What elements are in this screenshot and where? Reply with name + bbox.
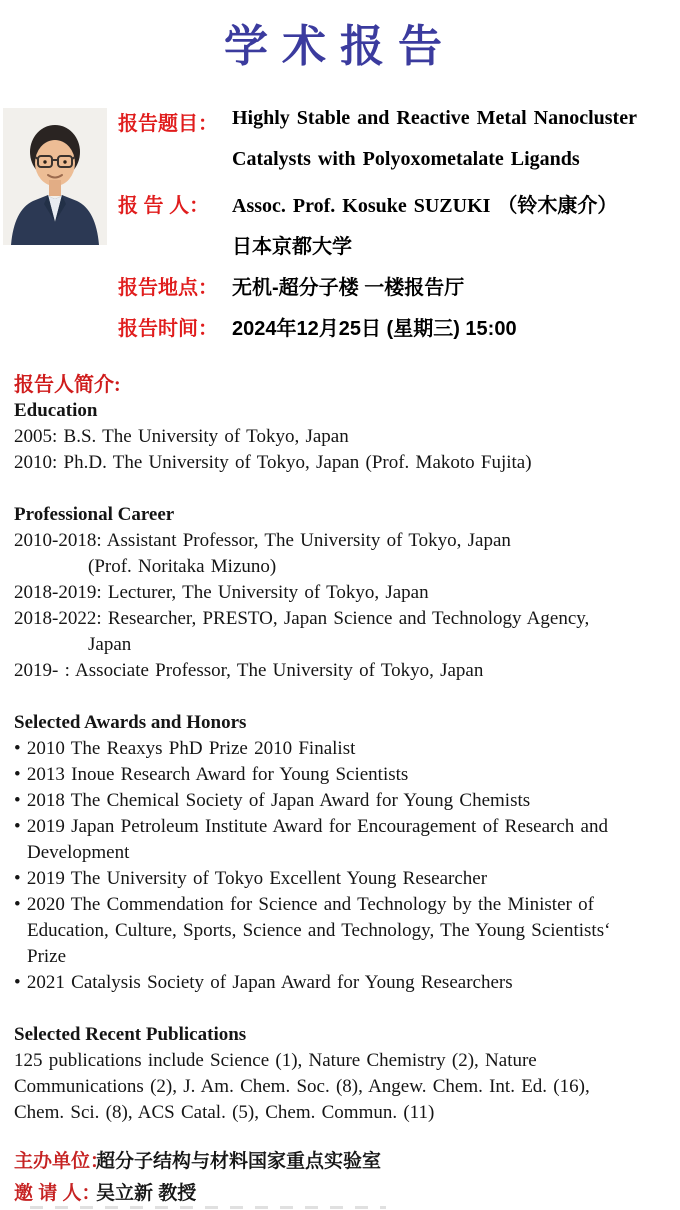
award-item-cont: Education, Culture, Sports, Science and Technology, The Young Scientists‘ bbox=[27, 920, 611, 941]
publications-line: Communications (2), J. Am. Chem. Soc. (8), Angew. Chem. Int. Ed. (16), bbox=[14, 1076, 590, 1097]
time-label: 报告时间： bbox=[118, 318, 218, 340]
publications-line: Chem. Sci. (8), ACS Catal. (5), Chem. Commun. (11) bbox=[14, 1102, 435, 1123]
venue-label: 报告地点： bbox=[118, 277, 218, 299]
career-line: 2018-2022: Researcher, PRESTO, Japan Science and Technology Agency, bbox=[14, 608, 590, 629]
talk-title-label: 报告题目： bbox=[118, 113, 218, 135]
award-item: • 2021 Catalysis Society of Japan Award for Young Researchers bbox=[14, 972, 513, 993]
career-line: 2019- : Associate Professor, The University of Tokyo, Japan bbox=[14, 660, 484, 681]
host-row bbox=[14, 1146, 666, 1178]
bio-heading: 报告人简介: bbox=[14, 374, 121, 396]
award-item: • 2010 The Reaxys PhD Prize 2010 Finalist bbox=[14, 738, 356, 759]
speaker-photo bbox=[3, 108, 107, 245]
award-item: • 2019 Japan Petroleum Institute Award for Encouragement of Research and bbox=[14, 816, 608, 837]
field-time bbox=[118, 312, 680, 353]
awards-heading: Selected Awards and Honors bbox=[14, 712, 247, 733]
venue-value: 无机-超分子楼 一楼报告厅 bbox=[232, 277, 465, 299]
field-talk-title-cont bbox=[118, 148, 680, 189]
publications-heading: Selected Recent Publications bbox=[14, 1024, 247, 1045]
field-speaker bbox=[118, 189, 680, 230]
field-affiliation bbox=[118, 230, 680, 271]
education-line: 2010: Ph.D. The University of Tokyo, Japan (Prof. Makoto Fujita) bbox=[14, 452, 532, 473]
host-label: 主办单位： bbox=[14, 1151, 110, 1172]
speaker-name: Assoc. Prof. Kosuke SUZUKI （铃木康介） bbox=[232, 195, 618, 217]
inviter-value: 吴立新 教授 bbox=[96, 1183, 197, 1204]
speaker-affiliation: 日本京都大学 bbox=[232, 236, 352, 258]
speaker-portrait-illustration bbox=[3, 108, 107, 245]
spacer bbox=[14, 684, 670, 710]
spacer bbox=[14, 476, 670, 502]
award-item: • 2019 The University of Tokyo Excellent Young Researcher bbox=[14, 868, 488, 889]
seminar-info bbox=[118, 107, 680, 353]
career-line: Japan bbox=[88, 634, 132, 655]
talk-title-line-1: Highly Stable and Reactive Metal Nanocluster bbox=[232, 107, 637, 129]
award-item: • 2018 The Chemical Society of Japan Award for Young Chemists bbox=[14, 790, 531, 811]
inviter-label: 邀 请 人： bbox=[14, 1183, 101, 1204]
award-item: • 2013 Inoue Research Award for Young Scientists bbox=[14, 764, 409, 785]
career-line: (Prof. Noritaka Mizuno) bbox=[88, 556, 277, 577]
bio-section bbox=[14, 372, 670, 1126]
education-heading: Education bbox=[14, 400, 98, 421]
host-value: 超分子结构与材料国家重点实验室 bbox=[96, 1151, 382, 1172]
career-heading: Professional Career bbox=[14, 504, 175, 525]
spacer bbox=[14, 996, 670, 1022]
cropped-line-sliver bbox=[30, 1206, 386, 1209]
speaker-label: 报 告 人： bbox=[118, 195, 210, 217]
time-value: 2024年12月25日 (星期三) 15:00 bbox=[232, 318, 517, 340]
award-item-cont: Development bbox=[27, 842, 130, 863]
award-item-cont: Prize bbox=[27, 946, 67, 967]
field-talk-title bbox=[118, 107, 680, 148]
publications-line: 125 publications include Science (1), Nature Chemistry (2), Nature bbox=[14, 1050, 537, 1071]
career-line: 2018-2019: Lecturer, The University of Tokyo, Japan bbox=[14, 582, 429, 603]
talk-title-line-2: Catalysts with Polyoxometalate Ligands bbox=[232, 148, 580, 170]
career-line: 2010-2018: Assistant Professor, The University of Tokyo, Japan bbox=[14, 530, 511, 551]
footer bbox=[14, 1146, 666, 1210]
page-title: 学术报告 bbox=[224, 22, 456, 71]
award-item: • 2020 The Commendation for Science and Technology by the Minister of bbox=[14, 894, 594, 915]
education-line: 2005: B.S. The University of Tokyo, Japan bbox=[14, 426, 349, 447]
field-venue bbox=[118, 271, 680, 312]
